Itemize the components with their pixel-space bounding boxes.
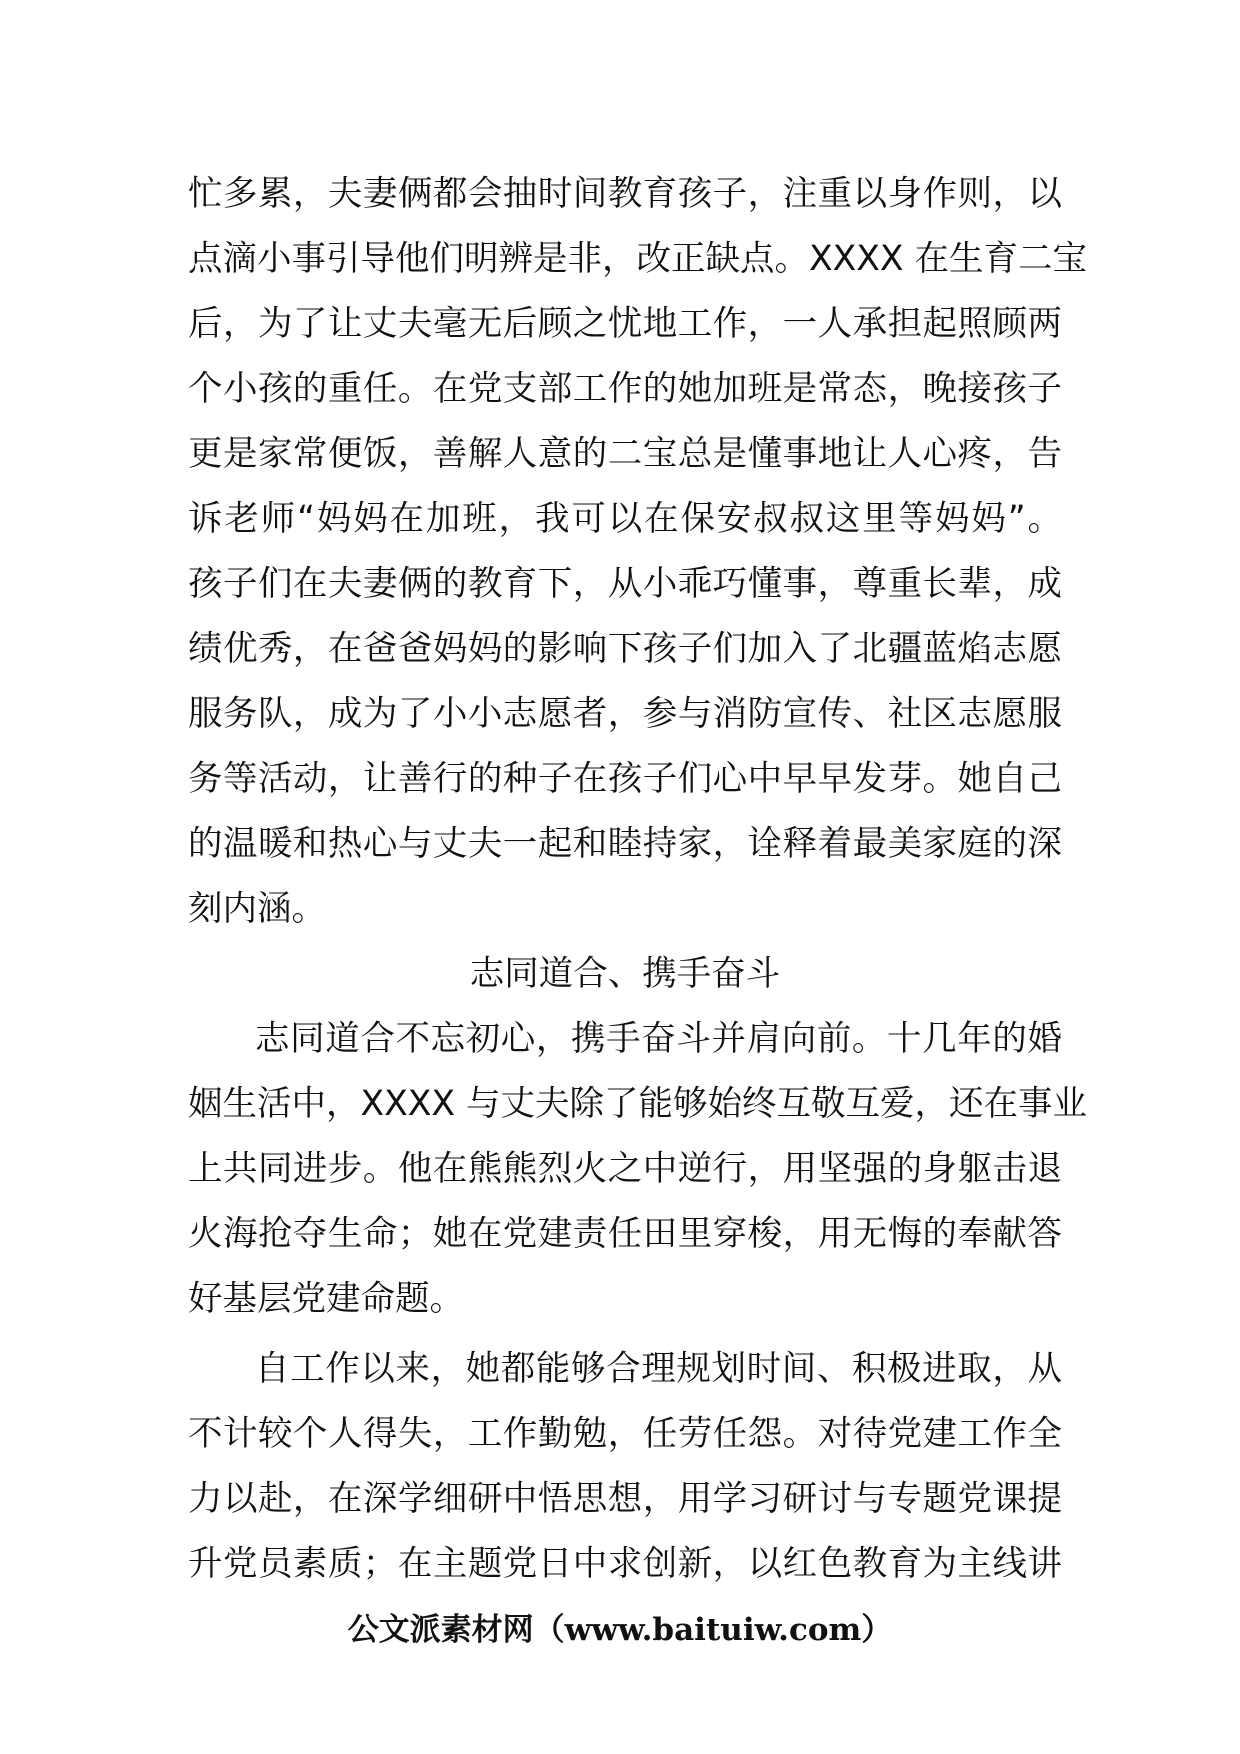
text-line: 志同道合不忘初心，携手奋斗并肩向前。十几年的婚 xyxy=(255,1019,1062,1059)
paragraph-work-attitude xyxy=(188,1337,1062,1597)
text-line: 刻内涵。 xyxy=(188,889,326,929)
text-line: 力以赴，在深学细研中悟思想，用学习研讨与专题党课提 xyxy=(188,1479,1062,1519)
document-body xyxy=(188,162,1088,1597)
section-title: 志同道合、携手奋斗 xyxy=(469,954,781,994)
text-line: 火海抢夺生命；她在党建责任田里穿梭，用无悔的奉献答 xyxy=(188,1214,1062,1254)
text-line: 后，为了让丈夫毫无后顾之忧地工作，一人承担起照顾两 xyxy=(188,304,1062,344)
paragraph-family-education xyxy=(188,162,1088,942)
text-line: 更是家常便饭，善解人意的二宝总是懂事地让人心疼，告 xyxy=(188,434,1062,474)
paragraph-shared-progress xyxy=(188,1007,1088,1332)
text-line: 自工作以来，她都能够合理规划时间、积极进取，从 xyxy=(255,1349,1062,1389)
text-line: 的温暖和热心与丈夫一起和睦持家，诠释着最美家庭的深 xyxy=(188,824,1062,864)
text-line: 上共同进步。他在熊熊烈火之中逆行，用坚强的身躯击退 xyxy=(188,1149,1062,1189)
text-line: 好基层党建命题。 xyxy=(188,1279,464,1319)
text-line: 升党员素质；在主题党日中求创新，以红色教育为主线讲 xyxy=(188,1544,1062,1584)
text-line: 孩子们在夫妻俩的教育下，从小乖巧懂事，尊重长辈，成 xyxy=(188,564,1062,604)
text-line: 忙多累，夫妻俩都会抽时间教育孩子，注重以身作则，以 xyxy=(188,174,1062,214)
text-line: 绩优秀，在爸爸妈妈的影响下孩子们加入了北疆蓝焰志愿 xyxy=(188,629,1062,669)
text-line: 务等活动，让善行的种子在孩子们心中早早发芽。她自己 xyxy=(188,759,1062,799)
text-line: 点滴小事引导他们明辨是非，改正缺点。XXXX 在生育二宝 xyxy=(188,239,1088,279)
text-line: 诉老师“妈妈在加班，我可以在保安叔叔这里等妈妈”。 xyxy=(188,499,1062,539)
text-line: 个小孩的重任。在党支部工作的她加班是常态，晚接孩子 xyxy=(188,369,1062,409)
footer-watermark: 公文派素材网（www.baituiw.com） xyxy=(347,1612,893,1648)
text-line: 姻生活中，XXXX 与丈夫除了能够始终互敬互爱，还在事业 xyxy=(188,1084,1088,1124)
text-line: 服务队，成为了小小志愿者，参与消防宣传、社区志愿服 xyxy=(188,694,1062,734)
text-line: 不计较个人得失，工作勤勉，任劳任怨。对待党建工作全 xyxy=(188,1414,1062,1454)
